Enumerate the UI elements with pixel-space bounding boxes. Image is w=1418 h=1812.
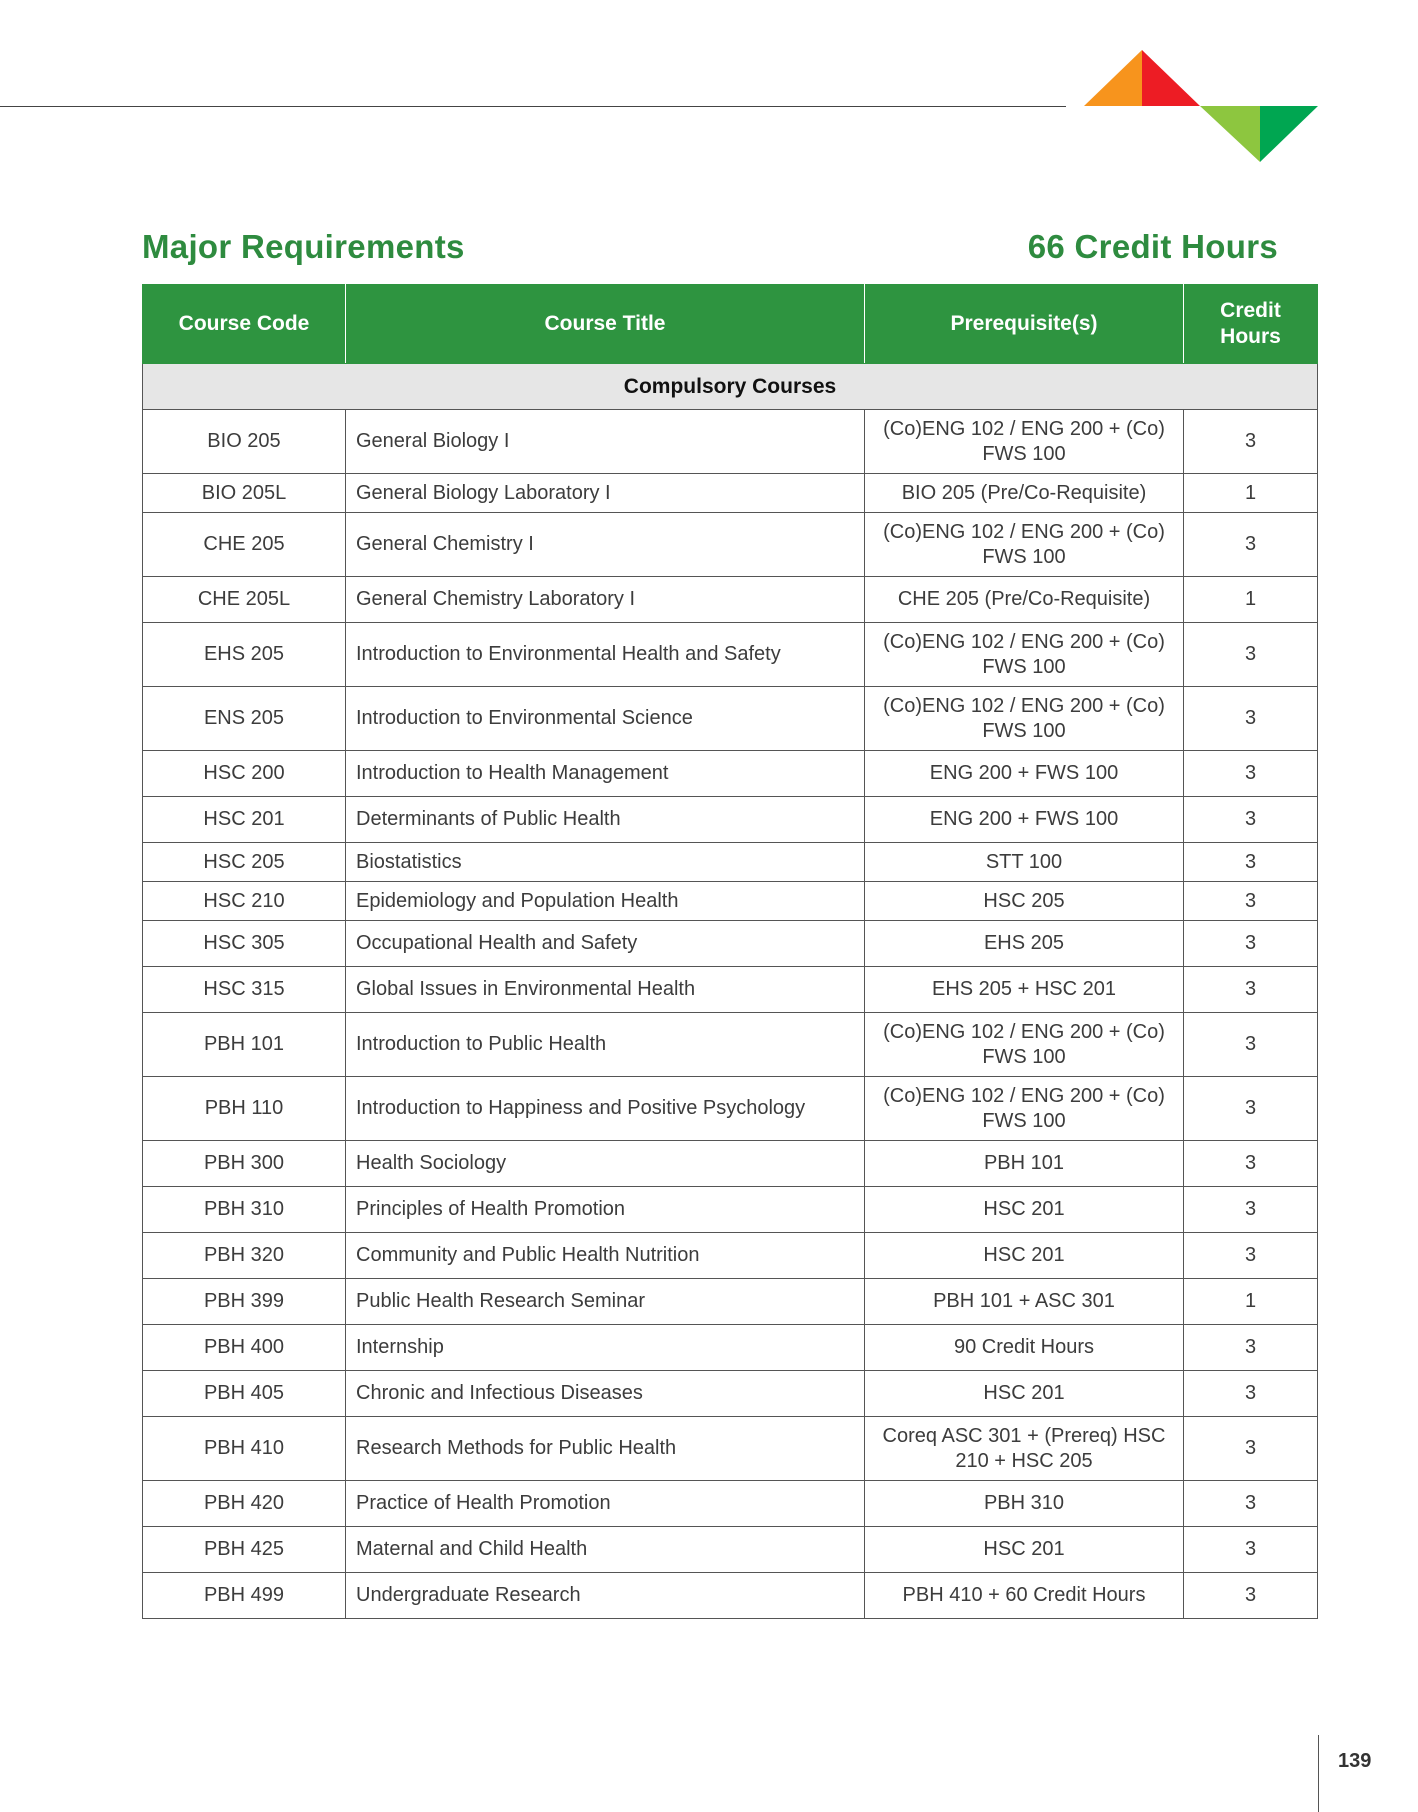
course-prerequisite: HSC 201: [865, 1527, 1184, 1573]
course-credit-hours: 3: [1184, 1013, 1318, 1077]
course-title: Public Health Research Seminar: [346, 1279, 865, 1325]
table-row: [143, 1371, 1318, 1417]
column-header-title: Course Title: [346, 285, 865, 364]
top-divider: [0, 106, 1066, 107]
course-code: ENS 205: [143, 687, 346, 751]
course-code: HSC 205: [143, 843, 346, 882]
course-credit-hours: 3: [1184, 623, 1318, 687]
course-title: Occupational Health and Safety: [346, 921, 865, 967]
table-row: [143, 1325, 1318, 1371]
course-title: Introduction to Environmental Science: [346, 687, 865, 751]
course-code: HSC 201: [143, 797, 346, 843]
course-credit-hours: 3: [1184, 1141, 1318, 1187]
table-row: [143, 1233, 1318, 1279]
course-prerequisite: PBH 101 + ASC 301: [865, 1279, 1184, 1325]
course-title: Research Methods for Public Health: [346, 1417, 865, 1481]
course-credit-hours: 3: [1184, 797, 1318, 843]
section-row: [143, 364, 1318, 410]
course-code: BIO 205L: [143, 474, 346, 513]
table-row: [143, 1077, 1318, 1141]
course-prerequisite: EHS 205: [865, 921, 1184, 967]
course-credit-hours: 3: [1184, 687, 1318, 751]
course-title: General Chemistry Laboratory I: [346, 577, 865, 623]
course-credit-hours: 3: [1184, 882, 1318, 921]
course-code: PBH 110: [143, 1077, 346, 1141]
course-code: PBH 499: [143, 1573, 346, 1619]
course-title: Community and Public Health Nutrition: [346, 1233, 865, 1279]
course-prerequisite: 90 Credit Hours: [865, 1325, 1184, 1371]
course-credit-hours: 3: [1184, 843, 1318, 882]
course-code: PBH 425: [143, 1527, 346, 1573]
course-title: Maternal and Child Health: [346, 1527, 865, 1573]
course-title: General Biology Laboratory I: [346, 474, 865, 513]
course-credit-hours: 3: [1184, 921, 1318, 967]
course-prerequisite: Coreq ASC 301 + (Prereq) HSC 210 + HSC 205: [865, 1417, 1184, 1481]
course-credit-hours: 3: [1184, 1233, 1318, 1279]
course-prerequisite: BIO 205 (Pre/Co-Requisite): [865, 474, 1184, 513]
table-row: [143, 474, 1318, 513]
course-code: CHE 205L: [143, 577, 346, 623]
course-title: Determinants of Public Health: [346, 797, 865, 843]
table-row: [143, 1279, 1318, 1325]
course-credit-hours: 1: [1184, 1279, 1318, 1325]
course-title: Health Sociology: [346, 1141, 865, 1187]
course-code: HSC 315: [143, 967, 346, 1013]
table-row: [143, 1481, 1318, 1527]
table-row: [143, 751, 1318, 797]
course-prerequisite: CHE 205 (Pre/Co-Requisite): [865, 577, 1184, 623]
table-row: [143, 410, 1318, 474]
table-row: [143, 1527, 1318, 1573]
table-row: [143, 687, 1318, 751]
course-title: Principles of Health Promotion: [346, 1187, 865, 1233]
course-code: PBH 420: [143, 1481, 346, 1527]
triangle-logo-icon: [1080, 50, 1320, 165]
course-credit-hours: 3: [1184, 1417, 1318, 1481]
course-code: PBH 410: [143, 1417, 346, 1481]
course-prerequisite: (Co)ENG 102 / ENG 200 + (Co) FWS 100: [865, 687, 1184, 751]
course-credit-hours: 1: [1184, 474, 1318, 513]
course-prerequisite: EHS 205 + HSC 201: [865, 967, 1184, 1013]
table-row: [143, 882, 1318, 921]
table-row: [143, 843, 1318, 882]
table-row: [143, 797, 1318, 843]
course-code: PBH 399: [143, 1279, 346, 1325]
course-prerequisite: (Co)ENG 102 / ENG 200 + (Co) FWS 100: [865, 623, 1184, 687]
course-code: CHE 205: [143, 513, 346, 577]
course-code: HSC 200: [143, 751, 346, 797]
course-title: Introduction to Public Health: [346, 1013, 865, 1077]
table-row: [143, 1141, 1318, 1187]
course-title: General Chemistry I: [346, 513, 865, 577]
course-code: PBH 101: [143, 1013, 346, 1077]
course-prerequisite: (Co)ENG 102 / ENG 200 + (Co) FWS 100: [865, 1013, 1184, 1077]
table-row: [143, 1573, 1318, 1619]
course-credit-hours: 3: [1184, 1481, 1318, 1527]
course-title: General Biology I: [346, 410, 865, 474]
column-header-prereq: Prerequisite(s): [865, 285, 1184, 364]
course-prerequisite: ENG 200 + FWS 100: [865, 751, 1184, 797]
course-code: EHS 205: [143, 623, 346, 687]
course-prerequisite: PBH 101: [865, 1141, 1184, 1187]
course-code: BIO 205: [143, 410, 346, 474]
page-number: 139: [1338, 1750, 1372, 1772]
table-row: [143, 967, 1318, 1013]
course-code: HSC 305: [143, 921, 346, 967]
column-header-code: Course Code: [143, 285, 346, 364]
course-code: PBH 405: [143, 1371, 346, 1417]
table-row: [143, 577, 1318, 623]
page-number-divider: [1318, 1735, 1319, 1812]
course-prerequisite: (Co)ENG 102 / ENG 200 + (Co) FWS 100: [865, 513, 1184, 577]
course-code: PBH 310: [143, 1187, 346, 1233]
course-prerequisite: HSC 201: [865, 1371, 1184, 1417]
course-title: Introduction to Environmental Health and Safety: [346, 623, 865, 687]
course-prerequisite: ENG 200 + FWS 100: [865, 797, 1184, 843]
course-title: Biostatistics: [346, 843, 865, 882]
table-row: [143, 513, 1318, 577]
course-title: Undergraduate Research: [346, 1573, 865, 1619]
table-row: [143, 1013, 1318, 1077]
course-code: HSC 210: [143, 882, 346, 921]
course-credit-hours: 3: [1184, 1371, 1318, 1417]
course-credit-hours: 3: [1184, 513, 1318, 577]
course-prerequisite: HSC 201: [865, 1187, 1184, 1233]
course-title: Chronic and Infectious Diseases: [346, 1371, 865, 1417]
column-header-credits: Credit Hours: [1184, 285, 1318, 364]
course-title: Internship: [346, 1325, 865, 1371]
course-title: Global Issues in Environmental Health: [346, 967, 865, 1013]
course-credit-hours: 3: [1184, 1527, 1318, 1573]
course-prerequisite: HSC 201: [865, 1233, 1184, 1279]
course-prerequisite: (Co)ENG 102 / ENG 200 + (Co) FWS 100: [865, 1077, 1184, 1141]
table-row: [143, 921, 1318, 967]
course-code: PBH 320: [143, 1233, 346, 1279]
course-credit-hours: 3: [1184, 1077, 1318, 1141]
course-title: Introduction to Happiness and Positive Psychology: [346, 1077, 865, 1141]
course-title: Practice of Health Promotion: [346, 1481, 865, 1527]
table-header-row: [143, 285, 1318, 364]
table-row: [143, 1187, 1318, 1233]
course-prerequisite: (Co)ENG 102 / ENG 200 + (Co) FWS 100: [865, 410, 1184, 474]
course-prerequisite: HSC 205: [865, 882, 1184, 921]
course-prerequisite: STT 100: [865, 843, 1184, 882]
course-code: PBH 400: [143, 1325, 346, 1371]
course-title: Epidemiology and Population Health: [346, 882, 865, 921]
course-credit-hours: 1: [1184, 577, 1318, 623]
course-credit-hours: 3: [1184, 1325, 1318, 1371]
course-prerequisite: PBH 310: [865, 1481, 1184, 1527]
total-credit-hours: 66 Credit Hours: [1027, 228, 1278, 265]
course-title: Introduction to Health Management: [346, 751, 865, 797]
table-row: [143, 623, 1318, 687]
course-credit-hours: 3: [1184, 1573, 1318, 1619]
course-credit-hours: 3: [1184, 751, 1318, 797]
course-code: PBH 300: [143, 1141, 346, 1187]
section-label: Compulsory Courses: [143, 364, 1318, 410]
course-credit-hours: 3: [1184, 1187, 1318, 1233]
course-credit-hours: 3: [1184, 410, 1318, 474]
major-requirements-table: [142, 284, 1318, 1619]
section-title: Major Requirements: [142, 228, 465, 265]
course-prerequisite: PBH 410 + 60 Credit Hours: [865, 1573, 1184, 1619]
course-credit-hours: 3: [1184, 967, 1318, 1013]
table-row: [143, 1417, 1318, 1481]
